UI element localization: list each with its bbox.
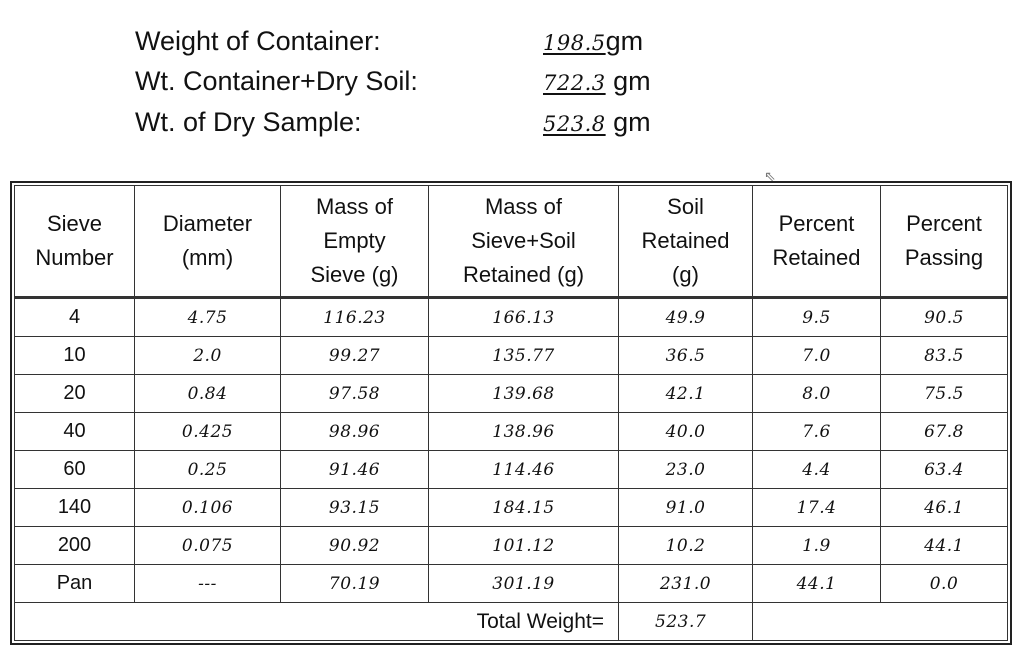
cell-mass-sieve-soil: 101.12 [429, 527, 619, 565]
container-dry-soil-unit: gm [613, 66, 651, 96]
cell-sieve-number: 10 [15, 337, 135, 375]
cell-mass-sieve-soil: 166.13 [429, 298, 619, 337]
cell-soil-retained: 91.0 [619, 489, 753, 527]
total-row [15, 603, 1008, 641]
cell-diameter: 0.84 [135, 375, 281, 413]
cell-mass-empty-sieve: 90.92 [281, 527, 429, 565]
cell-sieve-number: Pan [15, 565, 135, 603]
column-header-percent-retained: Percent Retained [753, 186, 881, 298]
cell-mass-sieve-soil: 135.77 [429, 337, 619, 375]
cell-percent-retained: 7.0 [753, 337, 881, 375]
cell-mass-empty-sieve: 98.96 [281, 413, 429, 451]
cell-soil-retained: 49.9 [619, 298, 753, 337]
table-row [15, 565, 1008, 603]
cell-soil-retained: 10.2 [619, 527, 753, 565]
cell-diameter: 0.25 [135, 451, 281, 489]
cell-mass-sieve-soil: 138.96 [429, 413, 619, 451]
container-weight-unit: gm [605, 26, 644, 56]
table-header-row [15, 186, 1008, 298]
cell-soil-retained: 42.1 [619, 375, 753, 413]
cell-sieve-number: 4 [15, 298, 135, 337]
cell-mass-empty-sieve: 91.46 [281, 451, 429, 489]
cell-percent-passing: 63.4 [881, 451, 1008, 489]
cell-percent-retained: 17.4 [753, 489, 881, 527]
container-dry-soil-row [135, 62, 735, 100]
container-dry-soil-label: Wt. Container+Dry Soil: [135, 66, 418, 96]
cell-mass-sieve-soil: 139.68 [429, 375, 619, 413]
cell-percent-retained: 8.0 [753, 375, 881, 413]
cell-percent-passing: 44.1 [881, 527, 1008, 565]
column-header-soil-retained: Soil Retained (g) [619, 186, 753, 298]
dry-sample-unit: gm [613, 107, 651, 137]
cell-diameter: 0.106 [135, 489, 281, 527]
dry-sample-row [135, 103, 735, 141]
cell-mass-empty-sieve: 93.15 [281, 489, 429, 527]
sieve-table-frame [10, 181, 1012, 645]
cell-percent-retained: 4.4 [753, 451, 881, 489]
arrow-cursor-icon: ⇖ [764, 168, 776, 184]
container-weight-row [135, 22, 735, 60]
table-row [15, 337, 1008, 375]
cell-mass-empty-sieve: 99.27 [281, 337, 429, 375]
column-header-percent-passing: Percent Passing [881, 186, 1008, 298]
table-row [15, 527, 1008, 565]
cell-percent-passing: 0.0 [881, 565, 1008, 603]
column-header-diameter: Diameter (mm) [135, 186, 281, 298]
table-row [15, 298, 1008, 337]
cell-sieve-number: 20 [15, 375, 135, 413]
cell-percent-retained: 44.1 [753, 565, 881, 603]
table-row [15, 375, 1008, 413]
cell-diameter: 4.75 [135, 298, 281, 337]
table-row [15, 489, 1008, 527]
container-weight-label: Weight of Container: [135, 26, 381, 56]
cell-soil-retained: 231.0 [619, 565, 753, 603]
cell-sieve-number: 60 [15, 451, 135, 489]
cell-mass-sieve-soil: 184.15 [429, 489, 619, 527]
dry-sample-value: 523.8 [543, 112, 606, 136]
cell-percent-passing: 67.8 [881, 413, 1008, 451]
cell-diameter: 2.0 [135, 337, 281, 375]
cell-diameter: --- [135, 565, 281, 603]
cell-percent-passing: 83.5 [881, 337, 1008, 375]
sieve-analysis-table [14, 185, 1008, 641]
column-header-mass-sieve-soil: Mass of Sieve+Soil Retained (g) [429, 186, 619, 298]
cell-mass-empty-sieve: 70.19 [281, 565, 429, 603]
table-row [15, 413, 1008, 451]
total-weight-label: Total Weight= [15, 603, 619, 641]
table-row [15, 451, 1008, 489]
cell-percent-passing: 46.1 [881, 489, 1008, 527]
container-dry-soil-value: 722.3 [543, 71, 606, 95]
cell-percent-passing: 90.5 [881, 298, 1008, 337]
cell-diameter: 0.425 [135, 413, 281, 451]
cell-mass-sieve-soil: 301.19 [429, 565, 619, 603]
cell-percent-retained: 7.6 [753, 413, 881, 451]
dry-sample-label: Wt. of Dry Sample: [135, 107, 362, 137]
cell-sieve-number: 140 [15, 489, 135, 527]
cell-mass-empty-sieve: 97.58 [281, 375, 429, 413]
cell-percent-passing: 75.5 [881, 375, 1008, 413]
column-header-sieve-number: Sieve Number [15, 186, 135, 298]
cell-soil-retained: 23.0 [619, 451, 753, 489]
cell-soil-retained: 36.5 [619, 337, 753, 375]
cell-sieve-number: 200 [15, 527, 135, 565]
cell-percent-retained: 9.5 [753, 298, 881, 337]
column-header-mass-empty-sieve: Mass of Empty Sieve (g) [281, 186, 429, 298]
cell-sieve-number: 40 [15, 413, 135, 451]
cell-diameter: 0.075 [135, 527, 281, 565]
table-body [15, 298, 1008, 603]
cell-mass-sieve-soil: 114.46 [429, 451, 619, 489]
cell-mass-empty-sieve: 116.23 [281, 298, 429, 337]
cell-soil-retained: 40.0 [619, 413, 753, 451]
total-weight-value: 523.7 [619, 603, 753, 641]
total-empty-cell [753, 603, 1008, 641]
cell-percent-retained: 1.9 [753, 527, 881, 565]
container-weight-value: 198.5 [543, 31, 606, 55]
